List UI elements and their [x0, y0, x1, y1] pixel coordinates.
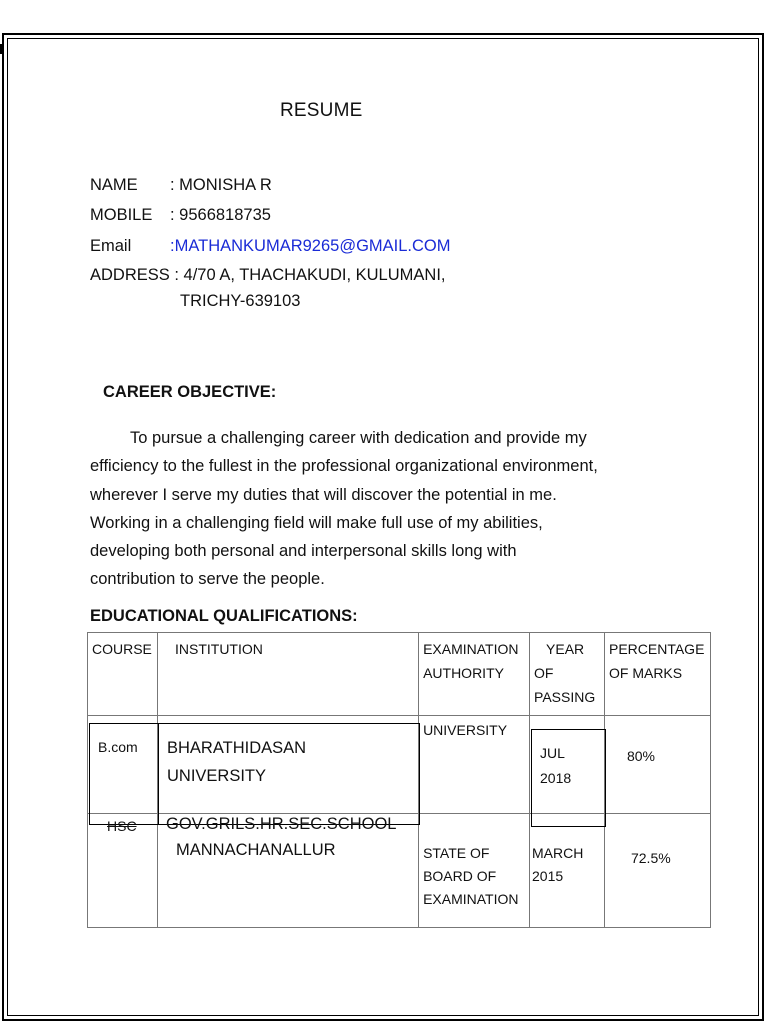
row1-percentage: 80%	[604, 716, 710, 814]
mobile-row	[90, 206, 271, 225]
objective-line: contribution to serve the people.	[90, 570, 325, 589]
row1-institution-line2: UNIVERSITY	[167, 767, 267, 785]
header-authority: EXAMINATION AUTHORITY	[419, 633, 530, 716]
row2-authority: STATE OF BOARD OF EXAMINATION	[419, 814, 530, 928]
email-label: Email	[90, 237, 132, 255]
email-link[interactable]: :MATHANKUMAR9265@GMAIL.COM	[170, 237, 451, 255]
name-row	[90, 176, 272, 195]
row2-percentage: 72.5%	[604, 814, 710, 928]
name-label: NAME	[90, 176, 138, 194]
row2-institution-line2: MANNACHANALLUR	[176, 841, 336, 859]
row1-year-line1: JUL	[540, 745, 565, 761]
address-label: ADDRESS	[90, 266, 170, 284]
name-value: : MONISHA R	[170, 176, 272, 194]
career-objective-text	[90, 424, 690, 594]
corner-mark	[0, 44, 2, 54]
page-title: RESUME	[280, 100, 363, 121]
career-objective-heading: CAREER OBJECTIVE:	[103, 383, 277, 401]
header-year: YEAR OF PASSING	[530, 633, 605, 716]
table-header-row	[88, 633, 711, 716]
email-row	[90, 237, 451, 256]
header-percentage: PERCENTAGE OF MARKS	[604, 633, 710, 716]
row2-course: HSC	[107, 818, 137, 834]
row1-authority: UNIVERSITY	[419, 716, 530, 814]
header-course: COURSE	[88, 633, 158, 716]
row2-year: MARCH 2015	[530, 814, 605, 928]
row1-year-line2: 2018	[540, 770, 572, 786]
header-institution: INSTITUTION	[157, 633, 418, 716]
row1-course: B.com	[98, 739, 138, 755]
objective-line: developing both personal and interpersonal skills long with	[90, 542, 517, 561]
address-line2: TRICHY-639103	[180, 292, 301, 310]
row2-institution-line1: GOV.GRILS.HR.SEC.SCHOOL	[166, 815, 397, 833]
objective-line: efficiency to the fullest in the professional organizational environment,	[90, 457, 598, 476]
objective-line: wherever I serve my duties that will discover the potential in me.	[90, 485, 557, 504]
address-line1: : 4/70 A, THACHAKUDI, KULUMANI,	[174, 266, 446, 284]
address-row	[90, 266, 445, 285]
row1-institution-line1: BHARATHIDASAN	[167, 739, 307, 757]
education-heading: EDUCATIONAL QUALIFICATIONS:	[90, 607, 358, 625]
mobile-value: : 9566818735	[170, 206, 271, 224]
objective-line: Working in a challenging field will make full use of my abilities,	[90, 513, 543, 532]
mobile-label: MOBILE	[90, 206, 153, 224]
objective-line: To pursue a challenging career with dedication and provide my	[130, 429, 587, 447]
